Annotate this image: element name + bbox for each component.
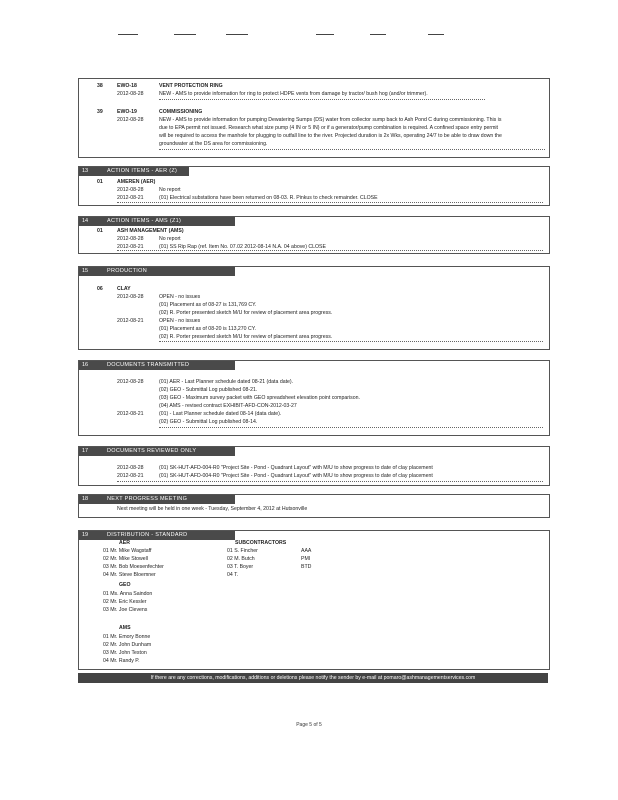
row-text: (01) SS Rip Rap (ref. Item No. 07.02 2012-08-14 N.A. 04 above) CLOSE [159, 244, 326, 250]
item-text: due to EPA permit not issued. Research what size pump (4 IN or 5 IN) or if a generator/pump combination is required. A confined space entry permit [159, 125, 498, 131]
section-header [79, 531, 235, 540]
next-meeting-text: Next meeting will be held in one week - Tuesday, September 4, 2012 at Hutsonville [117, 506, 308, 512]
row-date: 2012-08-28 [117, 294, 144, 300]
item-ref: EWO-19 [117, 109, 137, 115]
header-rule [174, 34, 196, 35]
row-date: 2012-08-28 [117, 236, 144, 242]
row-date: 2012-08-28 [117, 465, 144, 471]
subcontractor-name: 01 S. Fincher [227, 548, 258, 554]
subcontractor-name: 04 T. [227, 572, 239, 578]
distribution-name: 03 Mr. John Teston [103, 650, 147, 656]
distribution-name: 01 Mr. Emory Bonne [103, 634, 151, 640]
section-number: 15 [82, 268, 89, 274]
section-header [79, 267, 235, 276]
section-next-meeting [78, 494, 550, 518]
row-text: OPEN - no issues [159, 318, 201, 324]
subcontractor-company: BTD [301, 564, 312, 570]
header-rule [370, 34, 386, 35]
dotted-rule [159, 341, 543, 342]
section-title: PRODUCTION [107, 268, 147, 274]
row-text: (01) SK-HUT-AFD-004-R0 "Project Site - Pond - Quadrant Layout" with M/U to show progress to date of clay placement [159, 465, 433, 471]
row-text: (01) - Last Planner schedule dated 08-14 (data date). [159, 411, 282, 417]
row-text: (01) Placement as of 08-20 is 113,270 CY. [159, 326, 256, 332]
section-documents-transmitted [78, 360, 550, 436]
item-number: 01 [97, 179, 103, 185]
subcontractor-name: 02 M. Butch [227, 556, 255, 562]
section-production [78, 266, 550, 350]
dotted-rule [117, 250, 543, 251]
dotted-rule [117, 481, 543, 482]
row-text: No report [159, 236, 181, 242]
row-date: 2012-08-21 [117, 473, 144, 479]
distribution-group-head: AER [119, 540, 130, 546]
row-date: 2012-08-28 [117, 187, 144, 193]
row-text: (01) Electrical substations have been returned on 08-03. R. Pinkus to check remainder. CLOSE [159, 195, 378, 201]
dotted-rule [117, 202, 543, 203]
section-header [79, 495, 235, 504]
section-title: ACTION ITEMS - AMS (Z1) [107, 218, 182, 224]
distribution-name: 01 Ms. Anna Saindon [103, 591, 153, 597]
row-date: 2012-08-21 [117, 318, 144, 324]
item-date: 2012-08-28 [117, 117, 144, 123]
item-text: NEW - AMS to provide information for pumping Dewatering Sumps (DS) water from collector sump back to Ash Pond C during commissioning. This is [159, 117, 502, 123]
item-ref: EWO-18 [117, 83, 137, 89]
header-rule [316, 34, 334, 35]
section-distribution [78, 530, 550, 670]
distribution-name: 02 Mr. Eric Kessler [103, 599, 147, 605]
item-title: CLAY [117, 286, 131, 292]
ewo-section [78, 78, 550, 158]
item-number: 39 [97, 109, 103, 115]
row-text: (02) GEO - Submittal Log published 08-14. [159, 419, 258, 425]
section-number: 16 [82, 362, 89, 368]
header-rule [428, 34, 444, 35]
dotted-rule [159, 99, 485, 100]
item-title: VENT PROTECTION RING [159, 83, 223, 89]
row-text: No report [159, 187, 181, 193]
distribution-name: 03 Mr. Bob Moesenfechter [103, 564, 164, 570]
section-documents-reviewed [78, 446, 550, 486]
row-text: (02) R. Porter presented sketch M/U for review of placement area progress. [159, 310, 333, 316]
section-number: 17 [82, 448, 89, 454]
section-number: 19 [82, 532, 89, 538]
section-header [79, 217, 235, 226]
row-text: (01) AER - Last Planner schedule dated 08-21 (data date). [159, 379, 294, 385]
section-number: 13 [82, 168, 89, 174]
section-header [79, 167, 189, 176]
row-date: 2012-08-21 [117, 244, 144, 250]
section-title: NEXT PROGRESS MEETING [107, 496, 188, 502]
item-number: 01 [97, 228, 103, 234]
distribution-name: 02 Mr. John Dunham [103, 642, 152, 648]
row-text: (02) GEO - Submittal Log published 08-21. [159, 387, 258, 393]
distribution-name: 02 Mr. Mike Stowell [103, 556, 148, 562]
section-action-items-aer [78, 166, 550, 206]
section-title: DISTRIBUTION - STANDARD [107, 532, 188, 538]
subcontractor-company: AAA [301, 548, 312, 554]
item-text: NEW - AMS to provide information for ring to protect HDPE vents from damage by tractor/ bush hog (and/or trimmer). [159, 91, 428, 97]
row-date: 2012-08-21 [117, 195, 144, 201]
subcontractors-head: SUBCONTRACTORS [235, 540, 287, 546]
item-date: 2012-08-28 [117, 91, 144, 97]
row-text: (02) R. Porter presented sketch M/U for review of placement area progress. [159, 334, 333, 340]
item-number: 38 [97, 83, 103, 89]
dotted-rule [159, 149, 545, 150]
item-text: will be required to access the manhole for plugging to outfall line to the river. Projected duration is 2x Wks, operating 24/7 to be able to draw down the [159, 133, 502, 139]
row-text: (01) SK-HUT-AFD-004-R0 "Project Site - Pond - Quadrant Layout" with M/U to show progress to date of clay placement [159, 473, 433, 479]
section-action-items-ams [78, 216, 550, 254]
item-title: ASH MANAGEMENT (AMS) [117, 228, 184, 234]
distribution-name: 04 Mr. Steve Bloemner [103, 572, 156, 578]
subcontractor-company: PMI [301, 556, 311, 562]
section-header [79, 361, 235, 370]
row-date: 2012-08-21 [117, 411, 144, 417]
item-title: AMEREN (AER) [117, 179, 156, 185]
dotted-rule [159, 427, 543, 428]
row-text: (04) AMS - revised contract EXHIBIT-AFD-CON-2012-03-27 [159, 403, 297, 409]
row-date: 2012-08-28 [117, 379, 144, 385]
header-rule [226, 34, 248, 35]
section-number: 14 [82, 218, 89, 224]
section-title: DOCUMENTS REVIEWED ONLY [107, 448, 197, 454]
section-number: 18 [82, 496, 89, 502]
distribution-group-head: AMS [119, 625, 131, 631]
row-text: OPEN - no issues [159, 294, 201, 300]
section-header [79, 447, 235, 456]
header-rule [118, 34, 138, 35]
row-text: (01) Placement as of 08-27 is 131,769 CY. [159, 302, 257, 308]
distribution-group-head: GEO [119, 582, 131, 588]
distribution-name: 03 Mr. Joe Clevens [103, 607, 148, 613]
subcontractor-name: 03 T. Boyer [227, 564, 254, 570]
footer-notice: If there are any corrections, modifications, additions or deletions please notify the sender by e-mail at pomaro@ashmanagementservices.com [78, 673, 548, 683]
row-text: (03) GEO - Maximum survey packet with GEO spreadsheet elevation point comparison. [159, 395, 360, 401]
distribution-name: 04 Mr. Randy P. [103, 658, 140, 664]
section-title: ACTION ITEMS - AER (Z) [107, 168, 178, 174]
item-number: 06 [97, 286, 103, 292]
section-title: DOCUMENTS TRANSMITTED [107, 362, 190, 368]
item-text: groundwater at the DS area for commissioning. [159, 141, 268, 147]
page-number: Page 5 of 5 [296, 722, 322, 728]
item-title: COMMISSIONING [159, 109, 203, 115]
distribution-name: 01 Mr. Mike Wagstaff [103, 548, 152, 554]
